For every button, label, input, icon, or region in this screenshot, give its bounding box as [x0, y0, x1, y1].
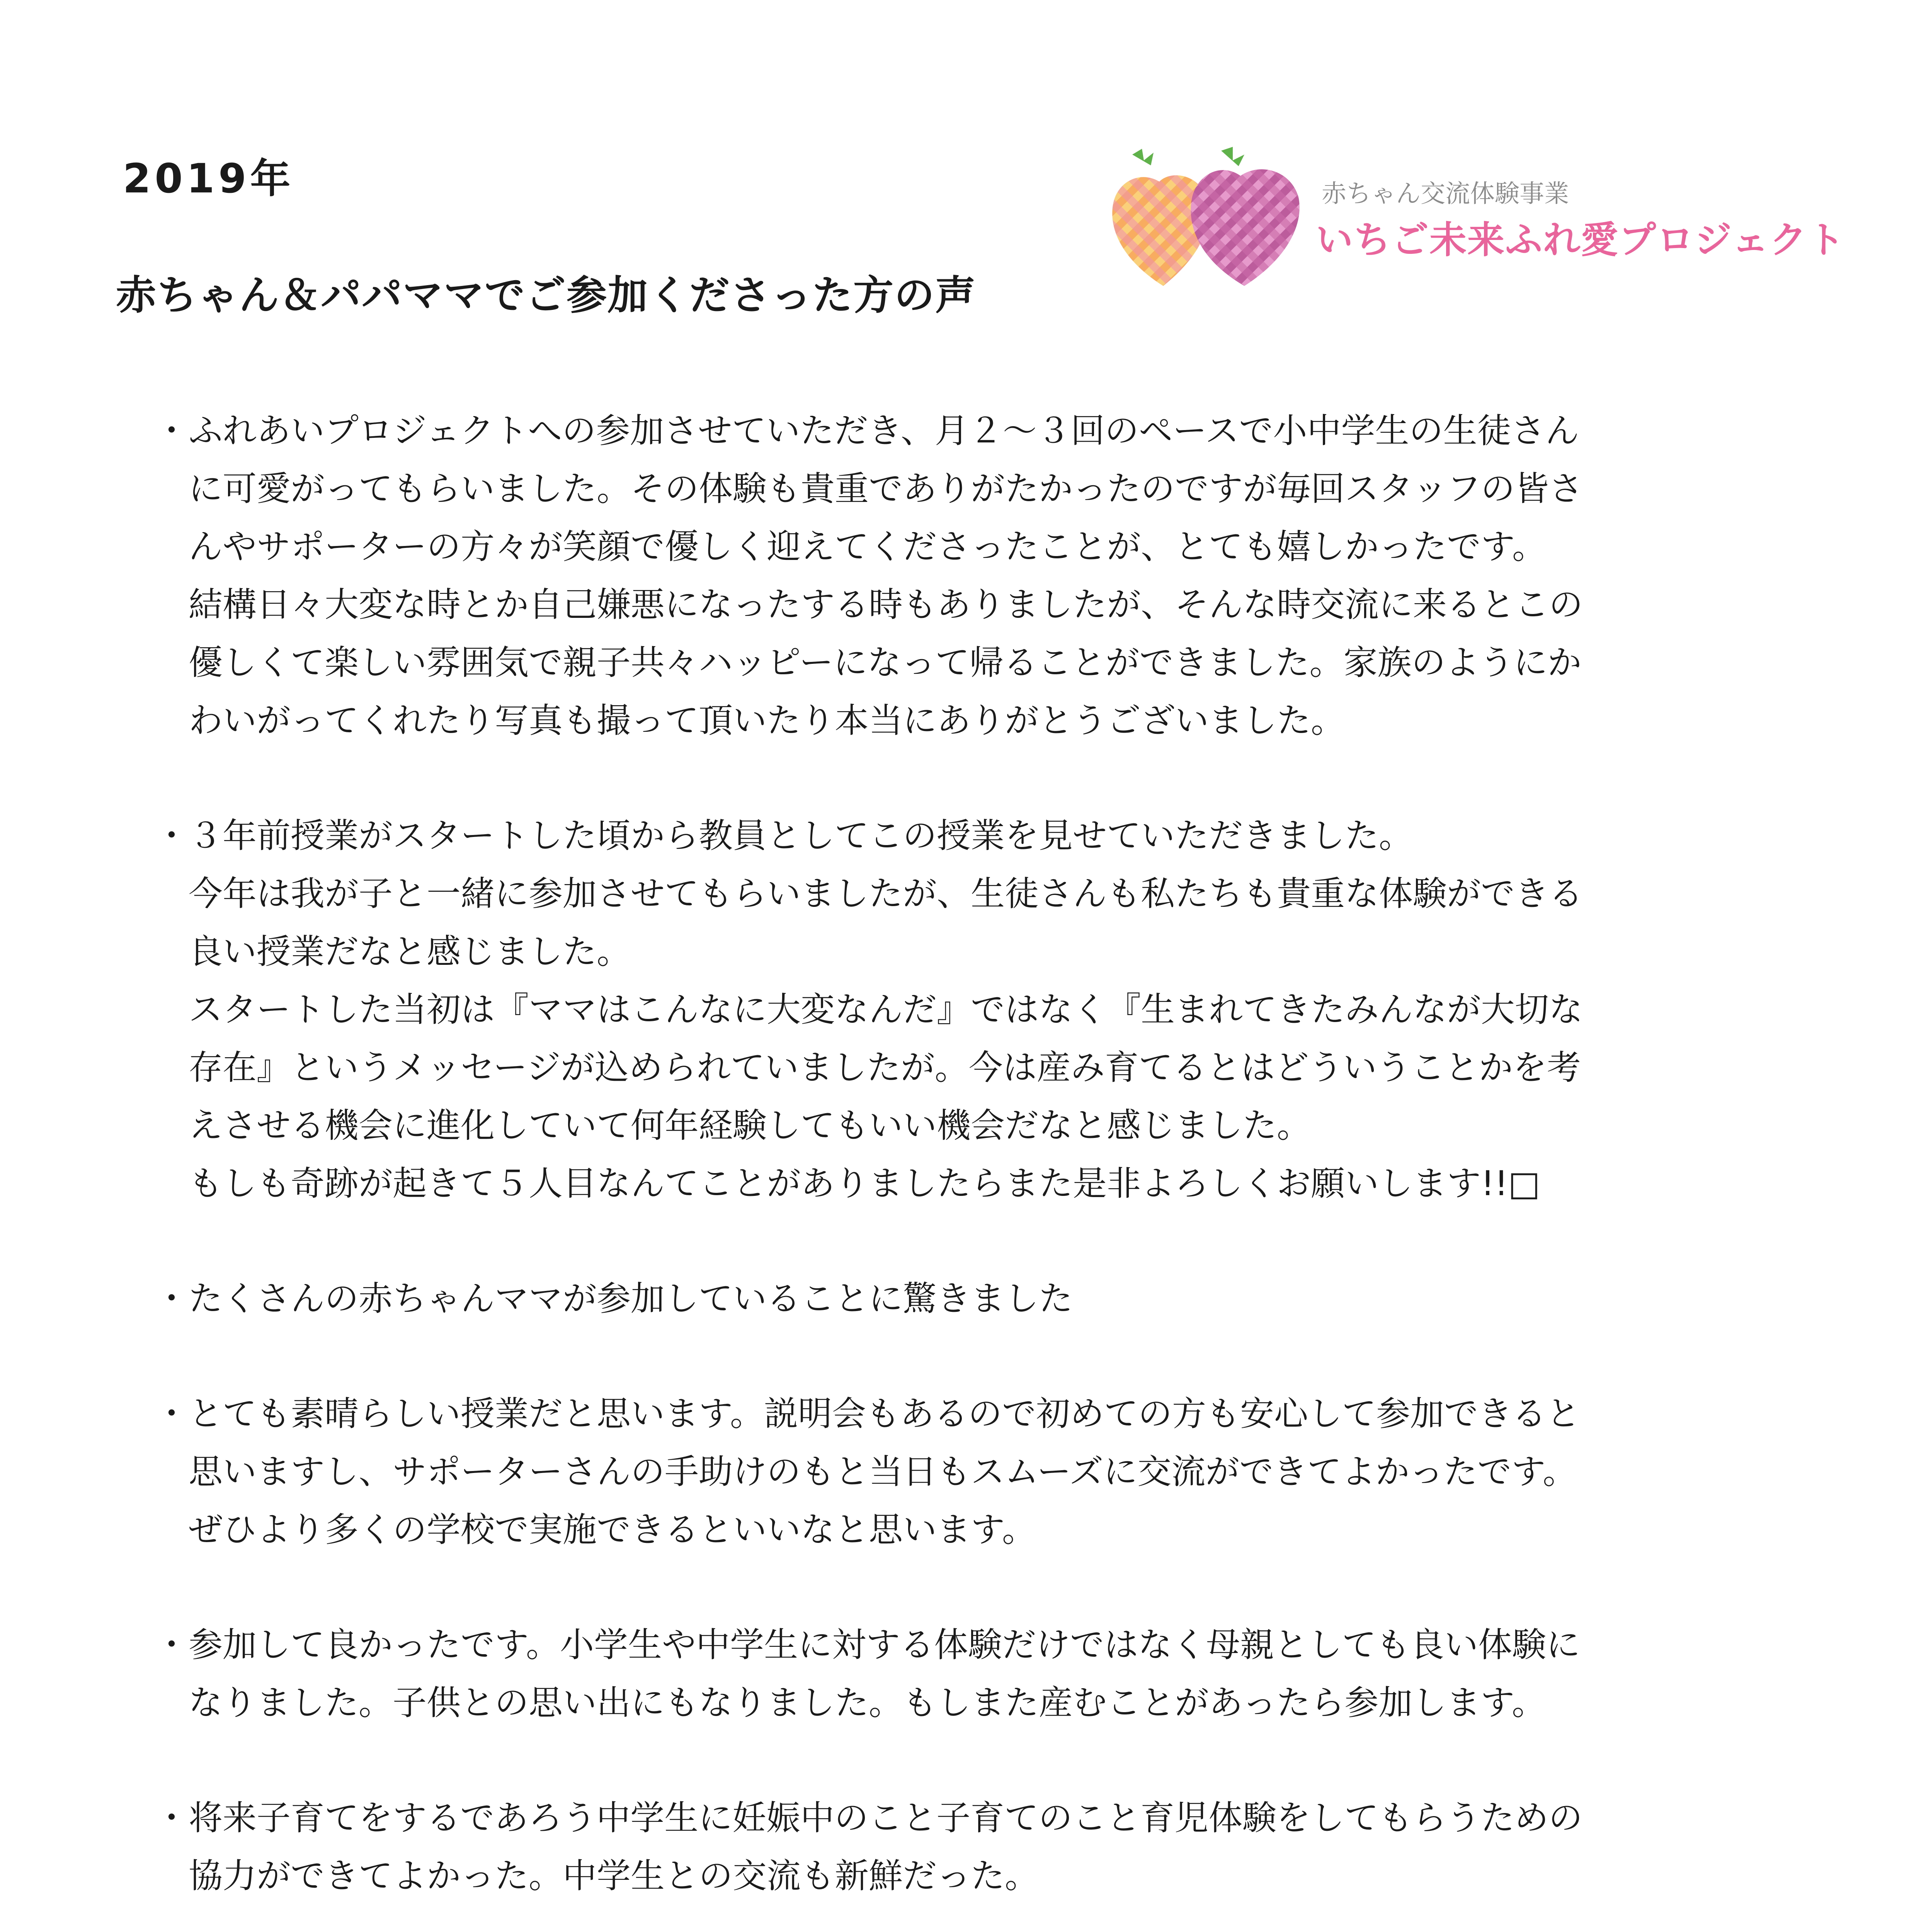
bullet-marker: ・ — [155, 1798, 189, 1838]
voice-text-line: 今年は我が子と一緒に参加させてもらいましたが、生徒さんも私たちも貴重な体験ができる — [189, 874, 1583, 913]
voice-item — [155, 402, 1816, 750]
voice-item — [155, 1789, 1816, 1905]
page-title: 赤ちゃん＆パパママでご参加くださった方の声 — [116, 272, 977, 319]
voices-list — [155, 402, 1816, 1932]
voice-text-line: スタートした当初は『ママはこんなに大変なんだ』ではなく『生まれてきたみんなが大切な — [189, 990, 1583, 1029]
bullet-marker: ・ — [155, 1279, 189, 1318]
voice-text-line: ３年前授業がスタートした頃から教員としてこの授業を見せていただきました。 — [189, 816, 1413, 855]
voice-item — [155, 1616, 1816, 1732]
voice-text-line: ふれあいプロジェクトへの参加させていただき、月２〜３回のペースで小中学生の生徒さん — [189, 411, 1579, 451]
voice-text-line: もしも奇跡が起きて５人目なんてことがありましたらまた是非よろしくお願いします!!□ — [189, 1163, 1540, 1203]
voice-text-line: 結構日々大変な時とか自己嫌悪になったする時もありましたが、そんな時交流に来るとこの — [189, 585, 1583, 624]
voice-item — [155, 1385, 1816, 1559]
voice-item — [155, 807, 1816, 1213]
voice-text-line: なりました。子供との思い出にもなりました。もしまた産むことがあったら参加します。 — [189, 1683, 1546, 1723]
voice-text-line: とても素晴らしい授業だと思います。説明会もあるので初めての方も安心して参加できると — [189, 1394, 1580, 1434]
logo-project-name: いちご未来ふれ愛プロジェクト — [1316, 218, 1846, 262]
bullet-marker: ・ — [155, 1394, 189, 1434]
voice-text-line: わいがってくれたり写真も撮って頂いたり本当にありがとうございました。 — [189, 701, 1345, 740]
voice-text-line: 協力ができてよかった。中学生との交流も新鮮だった。 — [189, 1856, 1039, 1896]
voice-text-line: 参加して良かったです。小学生や中学生に対する体験だけではなく母親としても良い体験に — [189, 1625, 1580, 1665]
voice-text-line: たくさんの赤ちゃんママが参加していることに驚きました — [189, 1279, 1073, 1318]
bullet-marker: ・ — [155, 816, 189, 855]
voice-text-line: 良い授業だなと感じました。 — [189, 932, 631, 971]
voice-item — [155, 1270, 1816, 1328]
voice-text-line: 思いますし、サポーターさんの手助けのもと当日もスムーズに交流ができてよかったです。 — [189, 1452, 1577, 1492]
document-year: 2019年 — [123, 155, 294, 202]
voice-text-line: んやサポーターの方々が笑顔で優しく迎えてくださったことが、とても嬉しかったです。 — [189, 527, 1546, 566]
voice-text-line: 優しくて楽しい雰囲気で親子共々ハッピーになって帰ることができました。家族のようにか — [189, 643, 1582, 682]
voice-text-line: に可愛がってもらいました。その体験も貴重でありがたかったのですが毎回スタッフの皆さ — [189, 469, 1583, 509]
project-logo — [1105, 147, 1846, 294]
bullet-marker: ・ — [155, 1625, 189, 1665]
voice-text-line: えさせる機会に進化していて何年経験してもいい機会だなと感じました。 — [189, 1105, 1311, 1145]
logo-subtitle: 赤ちゃん交流体験事業 — [1322, 180, 1569, 208]
bullet-marker: ・ — [155, 411, 189, 451]
voice-text-line: 将来子育てをするであろう中学生に妊娠中のこと子育てのこと育児体験をしてもらうための — [189, 1798, 1583, 1838]
strawberry-hearts-icon — [1105, 147, 1314, 294]
voice-text-line: 存在』というメッセージが込められていましたが。今は産み育てるとはどういうことかを考 — [189, 1048, 1581, 1087]
voice-text-line: ぜひより多くの学校で実施できるといいなと思います。 — [189, 1510, 1036, 1549]
